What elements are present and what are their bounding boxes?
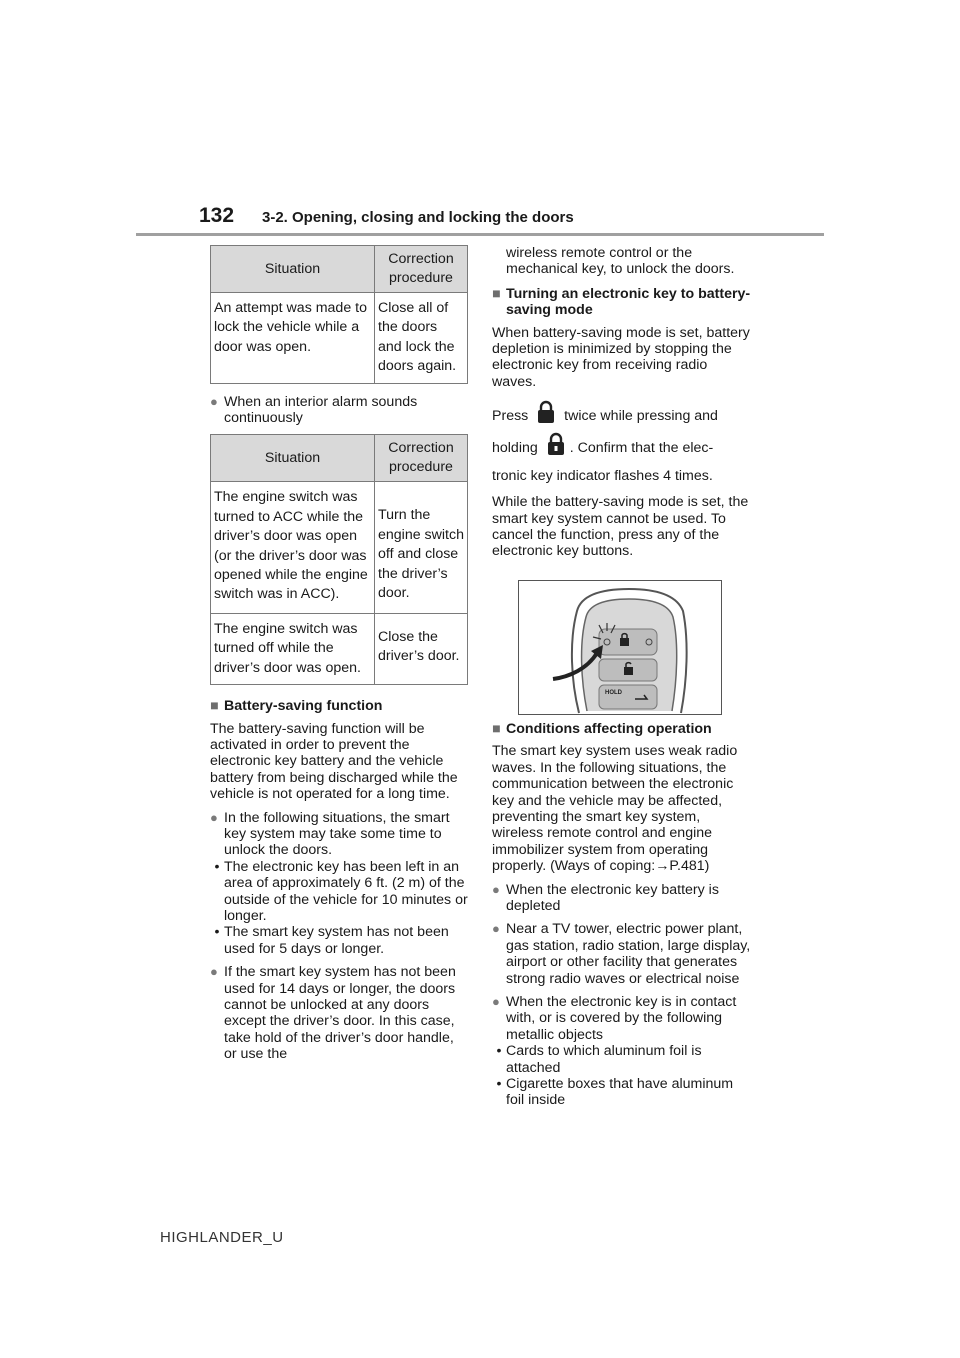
bullet-dot-icon: ●: [210, 393, 218, 409]
table-cell-situation: An attempt was made to lock the vehicle while a door was open.: [211, 293, 375, 384]
table-header-procedure: Correction procedure: [375, 435, 468, 482]
battery-saving-text: The battery-saving function will be activated in order to prevent the electronic key battery and the vehicle battery from being discharged while the vehicle is not operated for a long time.: [210, 720, 458, 803]
bullet-text: When the electronic key is in contact with, or is covered by the following metallic objects: [506, 993, 737, 1043]
sub-item: • Cards to which aluminum foil is attached: [496, 1043, 702, 1076]
bullet-item: [210, 810, 470, 859]
table-cell-procedure: Turn the engine switch off and close the driver’s door.: [375, 482, 468, 613]
bullet-text: When the electronic key battery is depleted: [506, 881, 719, 914]
table-row: [211, 482, 468, 613]
table-row: [211, 293, 468, 384]
conditions-heading: ■ Conditions affecting operation: [492, 720, 712, 737]
footer-model: HIGHLANDER_U: [160, 1229, 284, 1246]
right-column: [492, 245, 754, 1109]
bullet-item: [210, 394, 470, 427]
table-row: [211, 613, 468, 684]
battery-mode-text: When battery-saving mode is set, battery depletion is minimized by stopping the electronic key from receiving radio waves.: [492, 324, 750, 390]
sub-item: • The electronic key has been left in an area of approximately 6 ft. (2 m) of the outside of the vehicle for 10 minutes or longer.: [214, 858, 468, 924]
bullet-text: When an interior alarm sounds continuously: [224, 393, 418, 427]
continuation-text: wireless remote control or the mechanical key, to unlock the doors.: [506, 245, 735, 278]
table-cell-procedure: Close the driver’s door.: [375, 613, 468, 684]
sub-item: • The smart key system has not been used for 5 days or longer.: [214, 924, 449, 957]
square-bullet-icon: ■: [492, 720, 501, 737]
bullet-item: [210, 964, 470, 1062]
table-cell-situation: The engine switch was turned to ACC while the driver’s door was open (or the driver’s door was opened while the engine switch was in ACC).: [211, 482, 375, 613]
table-door-open: [210, 245, 468, 384]
lock-button-icon: [536, 400, 556, 432]
bullet-dot-icon: ●: [492, 881, 500, 897]
bullet-dot-icon: ●: [492, 993, 500, 1009]
bullet-item: [492, 994, 754, 1043]
square-bullet-icon: ■: [210, 698, 219, 715]
table-cell-procedure: Close all of the doors and lock the doors again.: [375, 293, 468, 384]
sub-item: • Cigarette boxes that have aluminum foil inside: [496, 1076, 734, 1109]
table-cell-situation: The engine switch was turned off while the driver’s door was open.: [211, 613, 375, 684]
bullet-item: [492, 882, 754, 915]
hold-label: HOLD: [605, 689, 622, 696]
battery-mode-heading: ■ Turning an electronic key to battery-saving mode: [492, 285, 751, 319]
table-alarm: [210, 434, 468, 685]
page-reference-link[interactable]: →P.481): [655, 858, 710, 875]
header-rule: [136, 233, 824, 236]
bullet-text: Near a TV tower, electric power plant, gas station, radio station, large display, airport or other facility that generates strong radio waves or electrical noise: [506, 921, 751, 987]
bullet-text: In the following situations, the smart key system may take some time to unlock the doors.: [224, 809, 450, 859]
smart-key-illustration: [518, 580, 722, 715]
table-header-situation: Situation: [211, 246, 375, 293]
left-column: [210, 245, 470, 1063]
bullet-dot-icon: ●: [210, 809, 218, 825]
table-header-procedure: Correction procedure: [375, 246, 468, 293]
bullet-dot-icon: ●: [210, 964, 218, 980]
bullet-text: If the smart key system has not been used for 14 days or longer, the doors cannot be unlocked at any doors except the driver’s door. In this case, take hold of the driver’s door handle, or use the: [224, 964, 456, 1063]
conditions-text: The smart key system uses weak radio waves. In the following situations, the communication between the electronic key and the vehicle may be affected, preventing the smart key system, wireless remote control and engine immobilizer system from operating properly. (Ways of coping:→P.481): [492, 743, 738, 875]
press-instruction: Press twice while pressing and holding . Confirm that the elec- tronic key indicator flashes 4 times.: [492, 400, 754, 488]
bullet-dot-icon: ●: [492, 921, 500, 937]
battery-mode-note: While the battery-saving mode is set, the smart key system cannot be used. To cancel the function, press any of the electronic key buttons.: [492, 494, 749, 560]
unlock-button-icon: [546, 432, 566, 464]
page-number: 132: [199, 204, 235, 227]
table-header-situation: Situation: [211, 435, 375, 482]
square-bullet-icon: ■: [492, 285, 501, 302]
battery-saving-heading: ■ Battery-saving function: [210, 698, 383, 715]
bullet-item: [492, 921, 754, 987]
section-title: 3-2. Opening, closing and locking the doors: [262, 209, 574, 226]
